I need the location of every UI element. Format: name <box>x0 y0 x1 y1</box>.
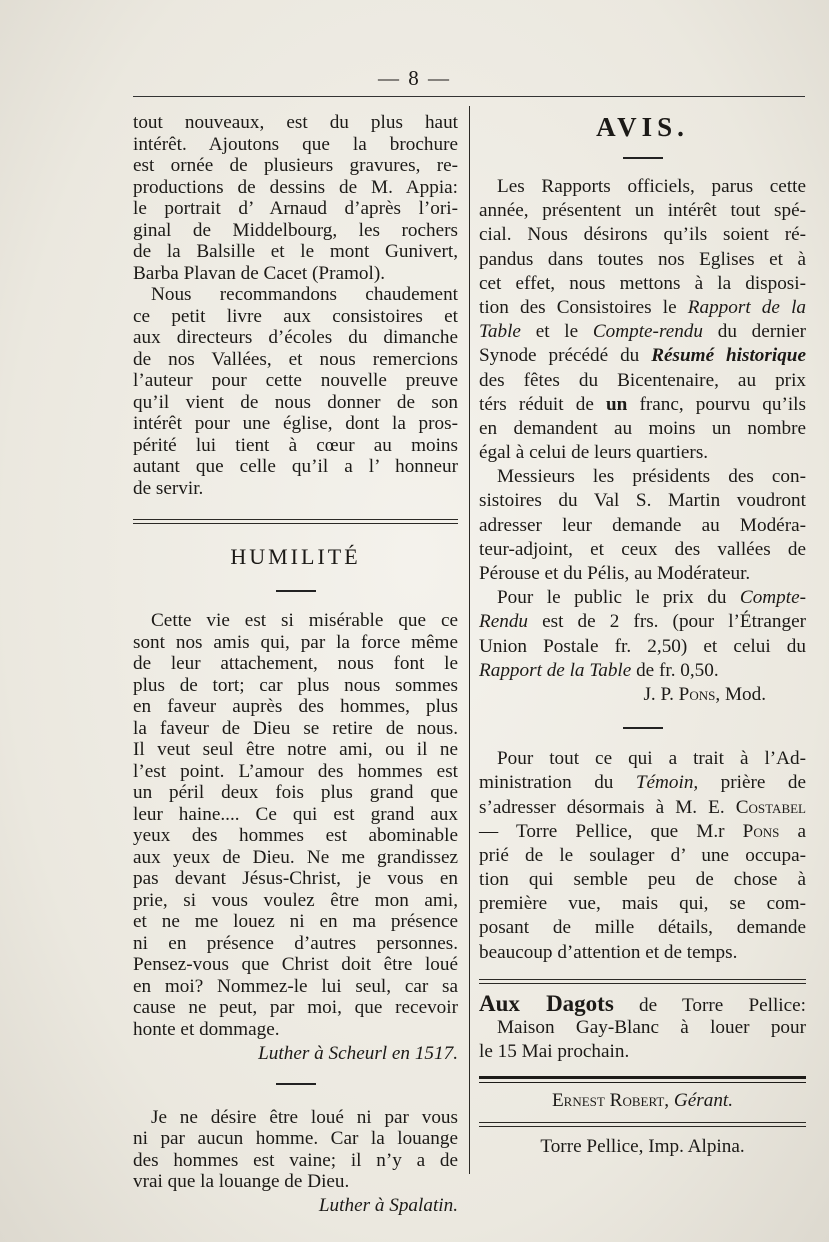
text-line: le 15 Mai prochain. <box>479 1041 630 1063</box>
text-line: vrai que la louange de Dieu. <box>133 1171 350 1192</box>
text-line: Cette vie est si misérable que ce <box>151 610 458 631</box>
text-line: aux directeurs d’écoles du dimanche <box>133 327 458 348</box>
text-line: un péril deux fois plus grand que <box>133 782 458 803</box>
text-line: en faveur auprès des hommes, plus <box>133 696 458 717</box>
text-line: de nos Vallées, et nous remercions <box>133 348 458 370</box>
aux-dagots-notice <box>479 992 806 1065</box>
text-line: s’adresser désormais à M. E. Costabel <box>479 796 806 818</box>
text-line: aux yeux de Dieu. Ne me grandissez <box>133 846 458 868</box>
text-line: qu’il vient de nous donner de son <box>133 391 458 413</box>
avis-title: AVIS. <box>596 112 689 142</box>
text-line: sont nos amis qui, par la force même <box>133 631 458 653</box>
avis-paragraph-3 <box>479 586 806 683</box>
humilite-attribution-2: Luther à Spalatin. <box>318 1194 458 1216</box>
text-line: pas devant Jésus-Christ, je vous en <box>133 868 458 889</box>
text-line: Synode précédé du Résumé historique <box>479 345 806 367</box>
humilite-text-1 <box>133 610 458 1040</box>
text-line: l’est point. L’amour des hommes est <box>133 760 458 782</box>
text-line: leur haine.... Ce qui est grand aux <box>133 803 458 825</box>
temoin-separator <box>479 979 806 980</box>
text-line: ginal de Middelbourg, les rochers <box>133 219 458 241</box>
text-line: ce petit livre aux consistoires et <box>133 305 458 327</box>
text-line: la faveur de Dieu se retire de nous. <box>133 717 458 739</box>
header-rule <box>133 96 805 97</box>
text-line: Je ne désire être loué ni par vous <box>151 1106 458 1128</box>
text-line: de servir. <box>133 477 204 499</box>
text-line: en moi? Nommez-le lui seul, car sa <box>133 975 458 997</box>
text-line: périté lui tient à cœur au moins <box>133 434 458 456</box>
text-line: Messieurs les présidents des con- <box>497 466 806 488</box>
text-line: est ornée de plusieurs gravures, re- <box>133 155 458 176</box>
text-line: cial. Nous désirons qu’ils soient ré- <box>479 224 806 246</box>
humilite-attribution-1: Luther à Scheurl en 1517. <box>258 1043 458 1064</box>
avis-paragraph-2 <box>479 465 806 586</box>
text-line: ni en présence d’autres personnes. <box>133 932 458 954</box>
text-line: des fêtes du Bicentenaire, au prix <box>479 369 806 391</box>
text-line: cet effet, nous mettons à la disposi- <box>479 272 806 294</box>
text-line: Union Postale fr. 2,50) et celui du <box>479 635 806 657</box>
text-line: des hommes est vaine; il n’y a de <box>133 1149 458 1171</box>
text-line: Rendu est de 2 frs. (pour l’Étranger <box>479 611 806 633</box>
text-line: beaucoup d’attention et de temps. <box>479 941 738 963</box>
text-line: année, présentent un intérêt tout spé- <box>479 200 806 222</box>
text-line: intérêt. Ajoutons que la brochure <box>133 133 458 155</box>
article-continued <box>133 112 458 499</box>
text-line: yeux des hommes est abominable <box>133 825 458 846</box>
gerant-separator <box>479 1076 806 1079</box>
text-line: Pérouse et du Pélis, au Modérateur. <box>479 563 751 584</box>
text-line: autant que celle qu’il a l’ honneur <box>133 456 458 477</box>
left-column <box>133 112 458 1216</box>
text-line: tout nouveaux, est du plus haut <box>133 112 458 133</box>
text-line: sistoires du Val S. Martin voudront <box>479 490 806 512</box>
text-line: de leur attachement, nous font le <box>133 653 458 674</box>
text-line: Aux Dagots de Torre Pellice: <box>479 990 807 1016</box>
text-line: Pensez-vous que Christ doit être loué <box>133 954 458 975</box>
text-line: Pour le public le prix du Compte- <box>497 587 806 609</box>
text-line: — Torre Pellice, que M.r Pons a <box>479 820 806 842</box>
text-line: cause ne peut, par moi, que recevoir <box>133 997 458 1018</box>
text-line: prié de le soulager d’ une occupa- <box>479 844 806 866</box>
text-line: l’auteur pour cette nouvelle preuve <box>133 370 458 391</box>
humilite-title: HUMILITÉ <box>230 544 361 569</box>
text-line: égal à celui de leurs quartiers. <box>479 442 709 464</box>
imprint: Torre Pellice, Imp. Alpina. <box>540 1135 745 1157</box>
text-line: intérêt pour une église, dont la pros- <box>133 413 458 434</box>
text-line: pandus dans toutes nos Eglises et à <box>479 248 806 270</box>
text-line: de la Balsille et le mont Gunivert, <box>133 241 458 262</box>
imprint-separator <box>479 1122 806 1123</box>
text-line: honte et dommage. <box>133 1018 280 1040</box>
column-divider <box>469 106 470 1174</box>
right-column <box>479 112 806 1159</box>
text-line: plus de tort; car plus nous sommes <box>133 674 458 696</box>
text-line: en demandent au moins un nombre <box>479 417 806 439</box>
text-line: ministration du Témoin, prière de <box>479 772 806 794</box>
text-line: Nous recommandons chaudement <box>151 284 458 305</box>
text-line: Barba Plavan de Cacet (Pramol). <box>133 262 386 284</box>
text-line: Table et le Compte-rendu du dernier <box>479 321 806 343</box>
text-line: tion des Consistoires le Rapport de la <box>479 296 806 318</box>
article-separator <box>133 519 458 520</box>
text-line: Il veut seul être notre ami, ou il ne <box>133 739 458 760</box>
text-line: Maison Gay-Blanc à louer pour <box>497 1017 806 1038</box>
humilite-text-2 <box>133 1107 458 1193</box>
text-line: le portrait d’ Arnaud d’après l’ori- <box>133 198 458 219</box>
text-line: teur-adjoint, et ceux des vallées de <box>479 538 806 560</box>
text-line: adresser leur demande au Modéra- <box>479 514 806 536</box>
text-line: productions de dessins de M. Appia: <box>133 176 458 198</box>
text-line: Les Rapports officiels, parus cette <box>497 176 806 197</box>
page-number: — 8 — <box>378 66 451 90</box>
text-line: et ne me louez ni en ma présence <box>133 911 458 932</box>
text-line: Rapport de la Table de fr. 0,50. <box>479 659 719 681</box>
temoin-paragraph <box>479 747 806 965</box>
avis-signature: J. P. Pons, Mod. <box>643 683 766 705</box>
text-line: térs réduit de un franc, pourvu qu’ils <box>479 393 806 415</box>
text-line: première vue, mais qui, se com- <box>479 893 806 915</box>
gerant-line: Ernest Robert, Gérant. <box>551 1090 734 1112</box>
text-line: prie, si vous voulez être mon ami, <box>133 889 458 911</box>
text-line: posant de mille détails, demande <box>479 917 806 939</box>
text-line: Pour tout ce qui a trait à l’Ad- <box>497 748 806 770</box>
avis-paragraph-1 <box>479 175 806 465</box>
text-line: ni par aucun homme. Car la louange <box>133 1128 458 1149</box>
text-line: tion qui semble peu de chose à <box>479 869 806 891</box>
